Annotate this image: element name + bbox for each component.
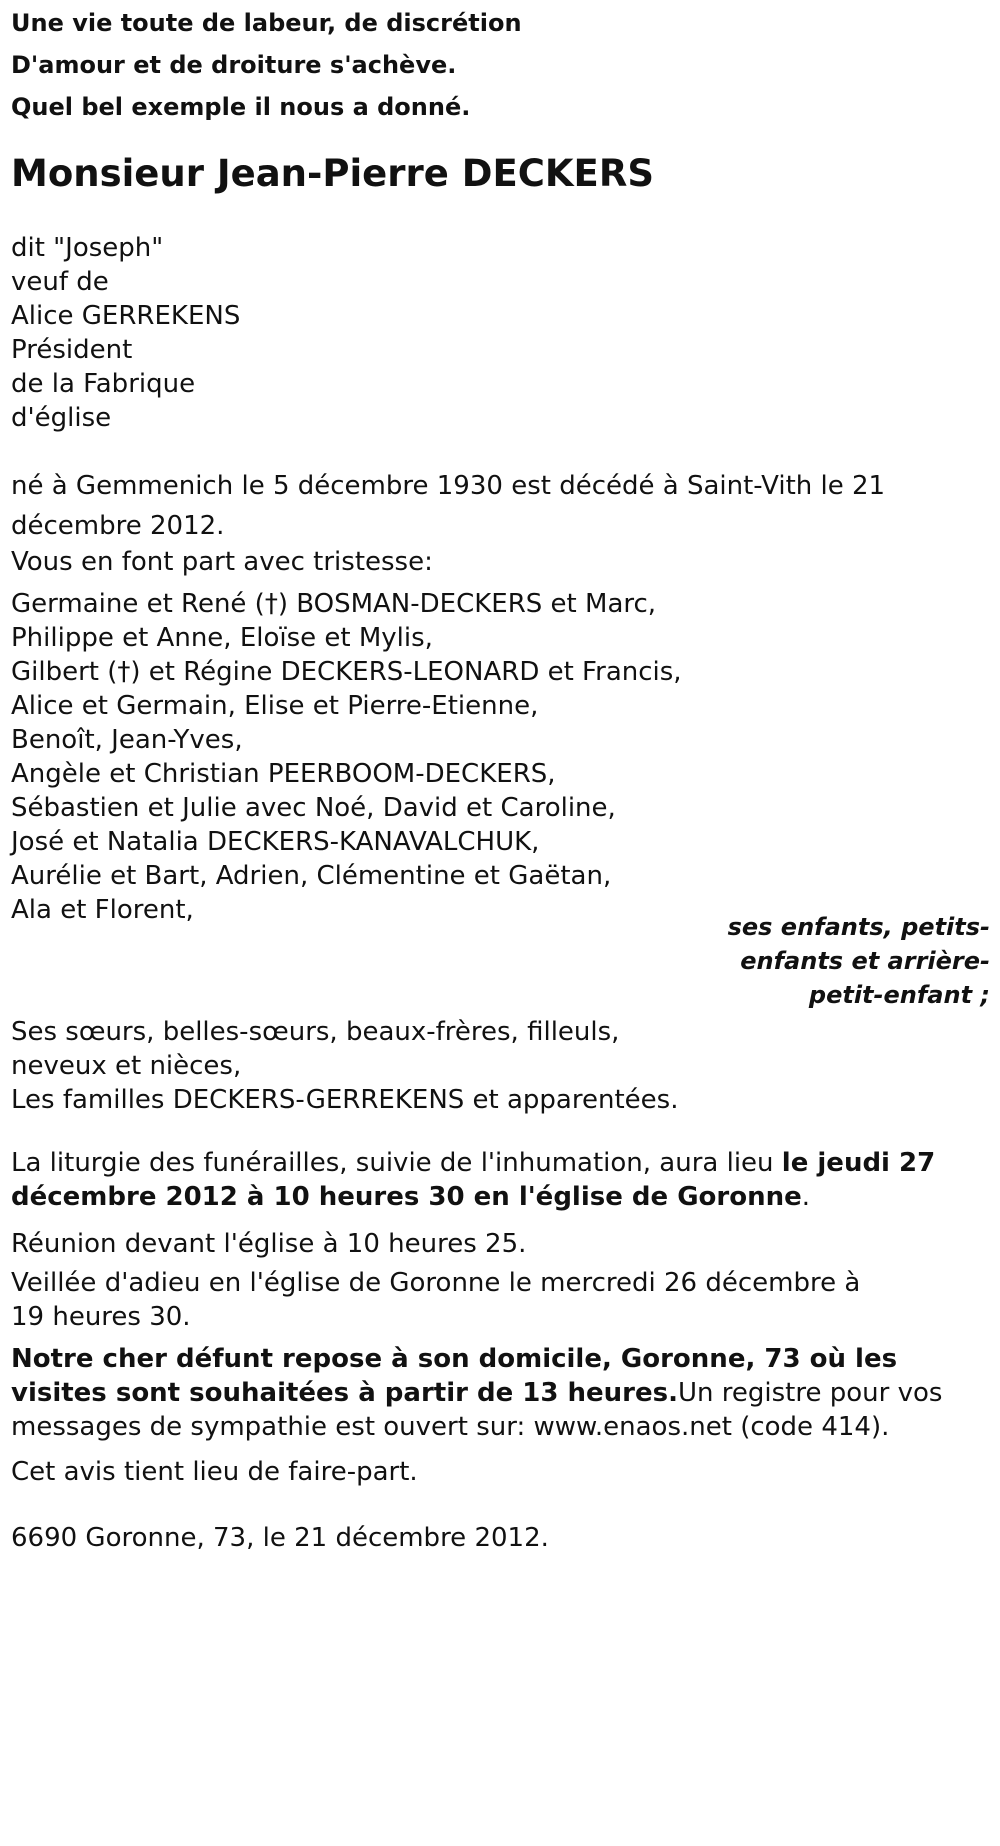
- rest-location: Notre cher défunt repose à son domicile, Goronne, 73 où les visites sont souhaitées à partir de 13 heures.: [11, 1344, 898, 1408]
- family-role: ses enfants, petits-enfants et arrière-petit-enfant ;: [727, 913, 990, 1009]
- notice-statement: Cet avis tient lieu de faire-part.: [11, 1457, 418, 1487]
- poem-line-1: Une vie toute de labeur, de discrétion: [11, 9, 522, 37]
- meeting-statement: Réunion devant l'église à 10 heures 25.: [11, 1229, 527, 1259]
- family-line: Ala et Florent,: [11, 895, 194, 925]
- funeral-date-place: le jeudi 27 décembre 2012 à 10 heures 30 en l'église de Goronne: [11, 1148, 936, 1212]
- vigil-statement: Veillée d'adieu en l'église de Goronne le mercredi 26 décembre à 19 heures 30.: [11, 1268, 861, 1332]
- extended-family-line: Les familles DECKERS-GERREKENS et apparentées.: [11, 1085, 679, 1115]
- rest-statement: [11, 1342, 971, 1444]
- place-date: 6690 Goronne, 73, le 21 décembre 2012.: [11, 1523, 549, 1553]
- family-line: Angèle et Christian PEERBOOM-DECKERS,: [11, 759, 556, 789]
- family-line: Germaine et René (†) BOSMAN-DECKERS et Marc,: [11, 589, 657, 619]
- funeral-statement: [11, 1146, 951, 1214]
- title-line: Alice GERREKENS: [11, 301, 241, 331]
- family-line: Aurélie et Bart, Adrien, Clémentine et Gaëtan,: [11, 861, 612, 891]
- title-line: veuf de: [11, 267, 109, 297]
- deceased-name: Monsieur Jean-Pierre DECKERS: [11, 152, 654, 195]
- title-line: dit "Joseph": [11, 233, 164, 263]
- poem-line-3: Quel bel exemple il nous a donné.: [11, 93, 471, 121]
- funeral-prefix: La liturgie des funérailles, suivie de l'inhumation, aura lieu: [11, 1148, 782, 1178]
- birth-death-statement: né à Gemmenich le 5 décembre 1930 est décédé à Saint-Vith le 21 décembre 2012.: [11, 471, 886, 541]
- extended-family-line: Ses sœurs, belles-sœurs, beaux-frères, filleuls,: [11, 1017, 620, 1047]
- poem-line-2: D'amour et de droiture s'achève.: [11, 51, 457, 79]
- title-line: d'église: [11, 403, 112, 433]
- intro-statement: Vous en font part avec tristesse:: [11, 547, 433, 577]
- funeral-suffix: .: [801, 1182, 811, 1212]
- extended-family-line: neveux et nièces,: [11, 1051, 242, 1081]
- family-line: José et Natalia DECKERS-KANAVALCHUK,: [11, 827, 540, 857]
- family-line: Philippe et Anne, Eloïse et Mylis,: [11, 623, 433, 653]
- family-line: Gilbert (†) et Régine DECKERS-LEONARD et Francis,: [11, 657, 682, 687]
- title-line: Président: [11, 335, 133, 365]
- family-line: Sébastien et Julie avec Noé, David et Caroline,: [11, 793, 616, 823]
- family-line: Benoît, Jean-Yves,: [11, 725, 243, 755]
- register-info: Un registre pour vos messages de sympathie est ouvert sur: www.enaos.net (code 414).: [11, 1378, 943, 1442]
- title-line: de la Fabrique: [11, 369, 196, 399]
- family-line: Alice et Germain, Elise et Pierre-Etienne,: [11, 691, 539, 721]
